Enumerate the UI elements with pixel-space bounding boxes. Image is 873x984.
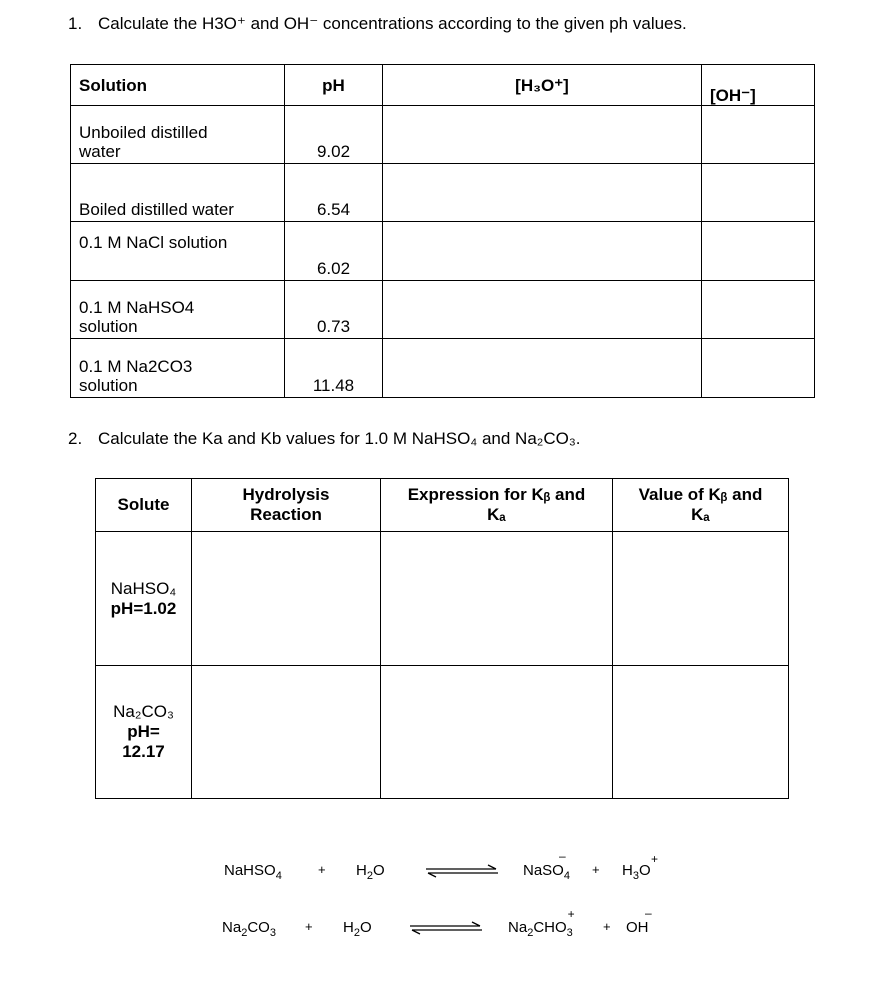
header-expression: Expression for Kᵦ and Kₐ [381,479,613,532]
eq1-plus-2: + [592,862,600,877]
eq2-plus-1: + [305,919,313,934]
question-1-number: 1. [68,14,83,33]
table-row [96,666,789,799]
question-2-number: 2. [68,429,83,448]
oh-cell [702,281,815,339]
table-row [71,339,815,398]
header-solute: Solute [96,479,192,532]
ph-cell: 6.54 [285,164,383,222]
oh-cell [702,106,815,164]
header-ph: pH [285,65,383,106]
table-row [96,532,789,666]
table-row [71,164,815,222]
solute-cell: Na₂CO₃ pH= 12.17 [96,666,192,799]
hydrolysis-cell [192,666,381,799]
ka-kb-table [95,478,789,799]
eq1-reactant-h2o: $H_2O$ [356,862,385,882]
h3o-cell [383,106,702,164]
eq1-product-h3o: $H_3O$ + [622,852,658,882]
value-cell [613,666,789,799]
header-h3o: [H₃O⁺] [383,65,702,106]
eq2-reactant-na2co3: $Na_2CO_3$ [222,919,276,939]
eq2-product-na2cho3: $Na_2CHO_3$ + [508,907,575,939]
eq2-plus-2: + [603,919,611,934]
ph-cell: 0.73 [285,281,383,339]
expression-cell [381,532,613,666]
h3o-cell [383,164,702,222]
ph-cell: 11.48 [285,339,383,398]
solution-cell: Boiled distilled water [71,164,285,222]
eq1-reactant-nahso4: NaHSO$_4$ [224,862,282,882]
solution-cell: 0.1 M NaCl solution [71,222,285,281]
concentration-table [70,64,815,398]
ph-cell: 9.02 [285,106,383,164]
eq2-product-oh: OH – [626,906,652,936]
eq1-product2-charge: + [650,852,658,866]
eq1-product1-charge: – [559,849,566,863]
header-solution: Solution [71,65,285,106]
header-oh: [OH⁻] [702,65,815,106]
oh-cell [702,164,815,222]
eq2-product2-charge: – [645,906,652,920]
table-row [71,106,815,164]
table-header-row [71,65,815,106]
h3o-cell [383,281,702,339]
eq1-product-naso4: NaSO – $_4$ [523,849,570,882]
table-row [71,281,815,339]
equilibrium-arrow-icon [426,864,498,878]
header-hydrolysis: Hydrolysis Reaction [192,479,381,532]
value-cell [613,532,789,666]
table-row [71,222,815,281]
h3o-cell [383,222,702,281]
question-2 [68,429,581,449]
question-1 [68,14,687,34]
eq2-product1-charge: + [567,907,575,921]
ph-cell: 6.02 [285,222,383,281]
oh-cell [702,339,815,398]
eq1-plus-1: + [318,862,326,877]
solute-cell: NaHSO₄ pH=1.02 [96,532,192,666]
header-value: Value of Kᵦ and Kₐ [613,479,789,532]
table-header-row [96,479,789,532]
oh-cell [702,222,815,281]
hydrolysis-cell [192,532,381,666]
solution-cell: 0.1 M Na2CO3 solution [71,339,285,398]
equilibrium-arrow-icon [410,921,482,935]
expression-cell [381,666,613,799]
eq2-reactant-h2o: $H_2O$ [343,919,372,939]
h3o-cell [383,339,702,398]
question-2-text: Calculate the Ka and Kb values for 1.0 M NaHSO₄ and Na₂CO₃. [98,429,581,448]
question-1-text: Calculate the H3O⁺ and OH⁻ concentrations according to the given ph values. [98,14,687,33]
solution-cell: 0.1 M NaHSO4 solution [71,281,285,339]
solution-cell: Unboiled distilled water [71,106,285,164]
